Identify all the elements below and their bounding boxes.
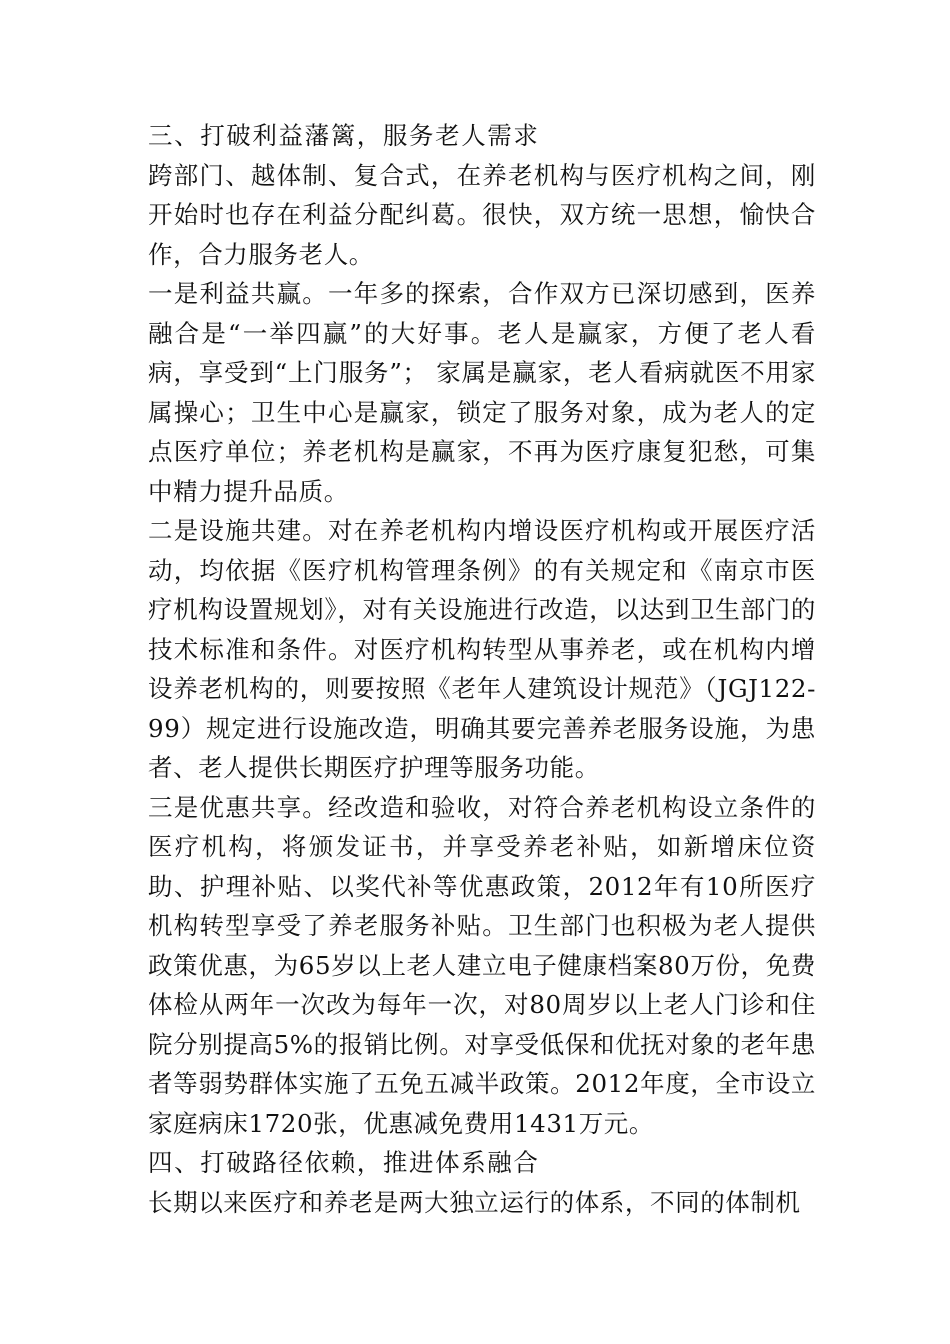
paragraph-shared-facilities: 二是设施共建。对在养老机构内增设医疗机构或开展医疗活动，均依据《医疗机构管理条例》的有关规定和《南京市医疗机构设置规划》，对有关设施进行改造，以达到卫生部门的技术标准和条件。对医疗机构转型从事养老，或在机构内增设养老机构的，则要按照《老年人建筑设计规范》（JGJ122-99）规定进行设施改造，明确其要完善养老服务设施，为患者、老人提供长期医疗护理等服务功能。 (148, 516, 816, 782)
paragraph-shared-benefits: 三是优惠共享。经改造和验收，对符合养老机构设立条件的医疗机构，将颁发证书，并享受养老补贴，如新增床位资助、护理补贴、以奖代补等优惠政策，2012年有10所医疗机构转型享受了养老服务补贴。卫生部门也积极为老人提供政策优惠，为65岁以上老人建立电子健康档案80万份，免费体检从两年一次改为每年一次，对80周岁以上老人门诊和住院分别提高5%的报销比例。对享受低保和优抚对象的老年患者等弱势群体实施了五免五减半政策。2012年度，全市设立家庭病床1720张，优惠减免费用1431万元。 (148, 792, 816, 1138)
intro-paragraph: 跨部门、越体制、复合式，在养老机构与医疗机构之间，刚开始时也存在利益分配纠葛。很快，双方统一思想，愉快合作，合力服务老人。 (148, 160, 816, 269)
paragraph-system-integration: 长期以来医疗和养老是两大独立运行的体系，不同的体制机 (148, 1187, 801, 1217)
section-heading-3: 三、打破利益藩篱，服务老人需求 (148, 121, 540, 150)
document-page (148, 116, 816, 1222)
paragraph-mutual-benefit: 一是利益共赢。一年多的探索，合作双方已深切感到，医养融合是“一举四赢”的大好事。老人是赢家，方便了老人看病，享受到“上门服务”； 家属是赢家，老人看病就医不用家属操心；卫生中心是赢家，锁定了服务对象，成为老人的定点医疗单位；养老机构是赢家，不再为医疗康复犯愁，可集中精力提升品质。 (148, 279, 816, 506)
section-heading-4: 四、打破路径依赖，推进体系融合 (148, 1148, 540, 1177)
